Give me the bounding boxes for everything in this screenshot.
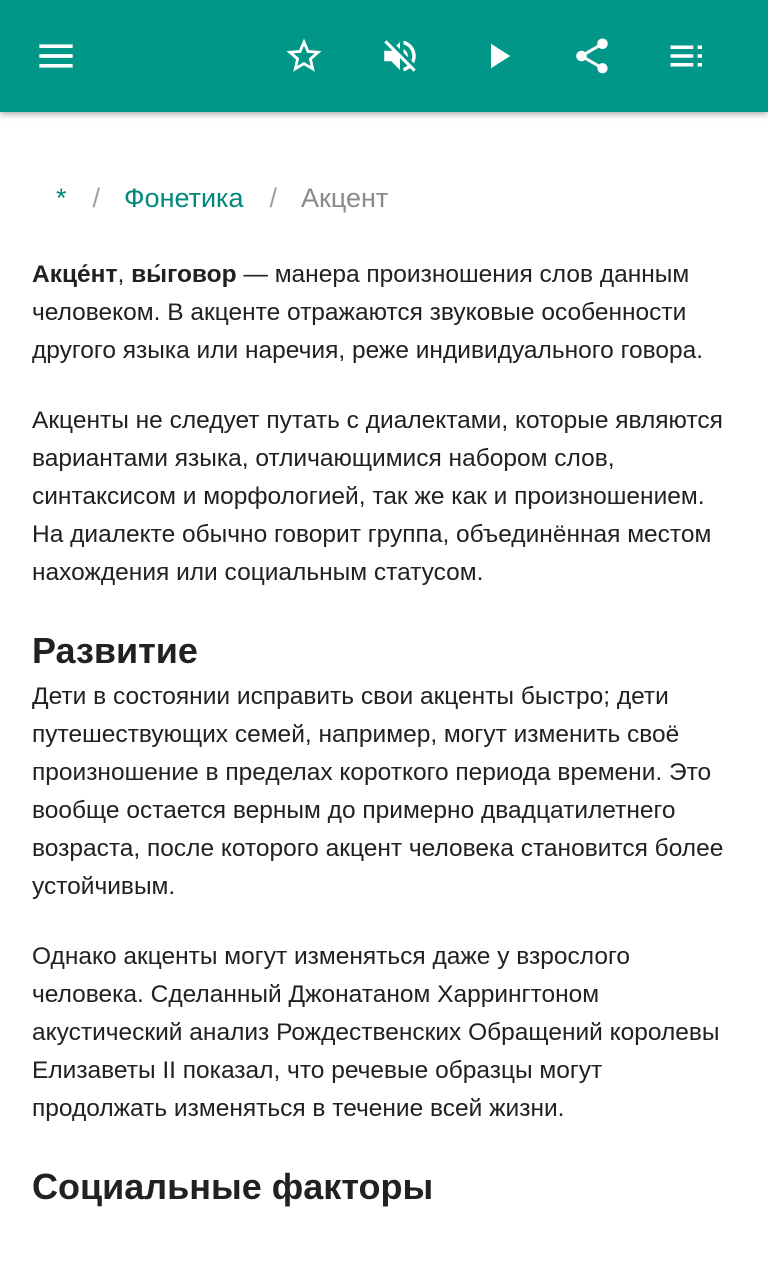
term-pronunciation: вы́говор [131, 261, 237, 288]
breadcrumb-root-link[interactable]: * [56, 183, 67, 213]
breadcrumb-current: Акцент [301, 183, 389, 213]
article-body [32, 256, 732, 1214]
article-content [0, 112, 768, 1280]
section-heading-social-factors: Социальные факторы [32, 1166, 434, 1207]
intro-comma: , [117, 261, 132, 288]
paragraph-dialects: Акценты не следует путать с диалектами, которые являются вариантами языка, отличающимися набором слов, синтаксисом и морфологией, так же как и произношением. На диалекте обычно говорит группа, объединённая местом нахождения или социальным статусом. [32, 407, 723, 586]
play-icon [477, 35, 519, 77]
share-button[interactable] [568, 32, 616, 80]
breadcrumb-separator: / [269, 183, 277, 213]
menu-button[interactable] [32, 32, 80, 80]
share-icon [571, 35, 613, 77]
volume-off-icon [379, 35, 421, 77]
star-outline-icon [283, 35, 325, 77]
mute-button[interactable] [376, 32, 424, 80]
list-icon [667, 35, 709, 77]
paragraph-development-adults: Однако акценты могут изменяться даже у взрослого человека. Сделанный Джонатаном Харрингтоном акустический анализ Рождественских Обращений королевы Елизаветы II показал, что речевые образцы могут продолжать изменяться в течение всей жизни. [32, 943, 720, 1122]
breadcrumb-separator: / [92, 183, 101, 213]
contents-button[interactable] [664, 32, 712, 80]
paragraph-development-children: Дети в состоянии исправить свои акценты быстро; дети путешествующих семей, например, могут изменить своё произношение в пределах короткого периода времени. Это вообще остается верным до примерно двадцатилетнего возраста, после которого акцент человека становится более устойчивым. [32, 683, 724, 900]
intro-paragraph [32, 256, 732, 370]
breadcrumb-category-link[interactable]: Фонетика [124, 183, 244, 213]
breadcrumb [56, 180, 388, 216]
term-accent: Акце́нт [32, 261, 118, 288]
menu-icon [36, 36, 76, 76]
intro-text: — манера произношения слов данным человеком. В акценте отражаются звуковые особенности другого языка или наречия, реже индивидуального говора. [32, 261, 704, 364]
play-button[interactable] [474, 32, 522, 80]
favorite-button[interactable] [280, 32, 328, 80]
section-heading-development: Развитие [32, 630, 198, 671]
app-toolbar [0, 0, 768, 112]
